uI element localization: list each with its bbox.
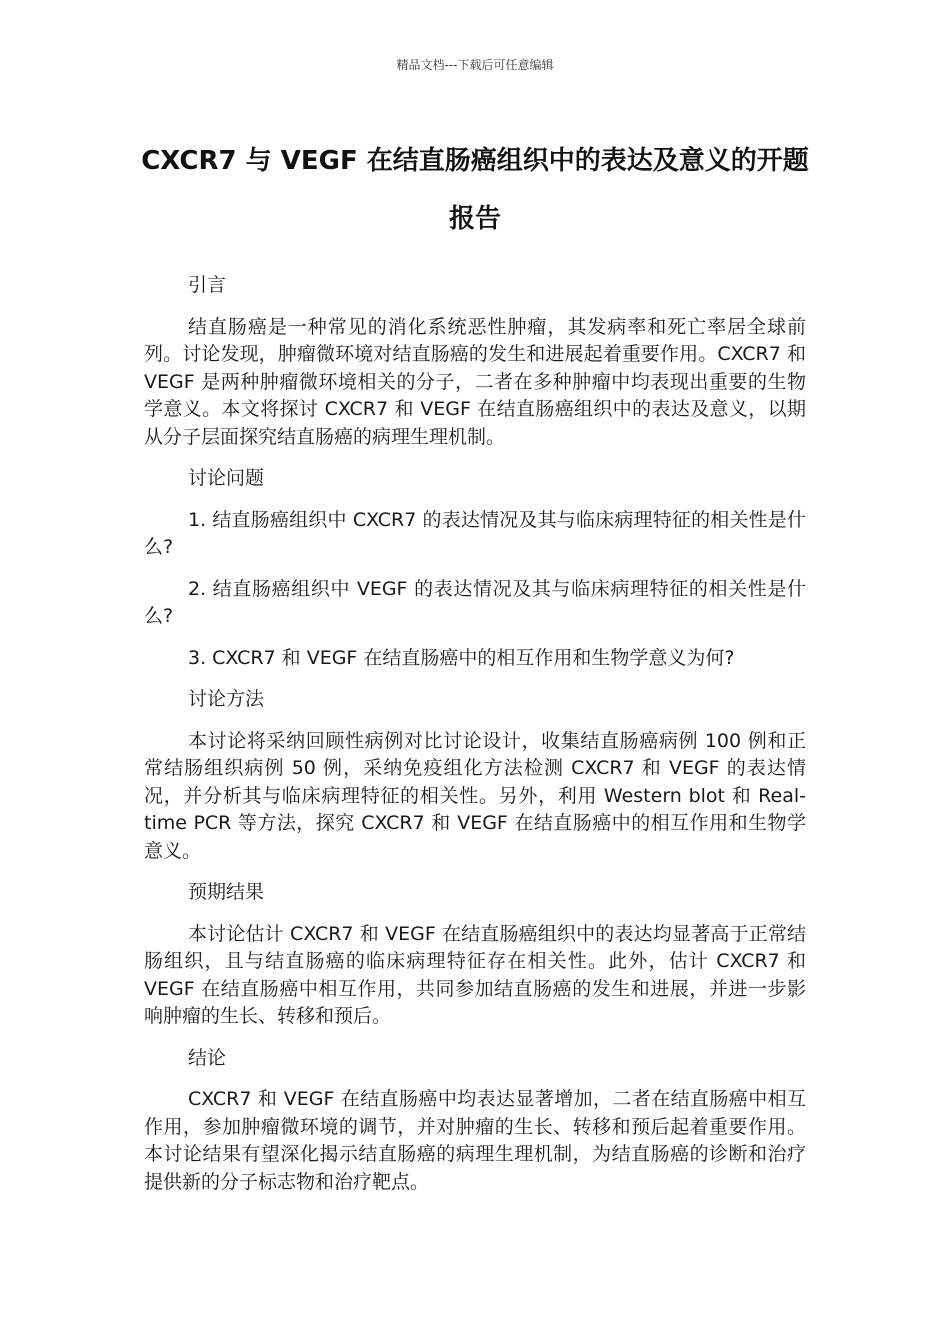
question-1: 1. 结直肠癌组织中 CXCR7 的表达情况及其与临床病理特征的相关性是什么? xyxy=(144,508,806,558)
section-heading-methods: 讨论方法 xyxy=(188,688,265,710)
question-3: 3. CXCR7 和 VEGF 在结直肠癌中的相互作用和生物学意义为何? xyxy=(188,646,735,669)
document-title: CXCR7 与 VEGF 在结直肠癌组织中的表达及意义的开题报告 xyxy=(141,146,809,234)
intro-paragraph: 结直肠癌是一种常见的消化系统恶性肿瘤，其发病率和死亡率居全球前列。讨论发现，肿瘤微环境对结直肠癌的发生和进展起着重要作用。CXCR7 和 VEGF 是两种肿瘤微环境相关的分子，二者在多种肿瘤中均表现出重要的生物学意义。本文将探讨 CXCR7 和 VEGF 在结直肠癌组织中的表达及意义，以期从分子层面探究结直肠癌的病理生理机制。 xyxy=(144,315,806,448)
methods-paragraph: 本讨论将采纳回顾性病例对比讨论设计，收集结直肠癌病例 100 例和正常结肠组织病例 50 例，采纳免疫组化方法检测 CXCR7 和 VEGF 的表达情况，并分析其与临床病理特征的相关性。另外，利用 Western blot 和 Real-time PCR 等方法，探究 CXCR7 和 VEGF 在结直肠癌中的相互作用和生物学意义。 xyxy=(144,729,806,862)
section-heading-results: 预期结果 xyxy=(188,881,265,903)
section-heading-intro: 引言 xyxy=(188,274,227,296)
document-body xyxy=(144,272,806,1210)
section-heading-questions: 讨论问题 xyxy=(188,467,265,489)
conclusion-paragraph: CXCR7 和 VEGF 在结直肠癌中均表达显著增加，二者在结直肠癌中相互作用，参加肿瘤微环境的调节，并对肿瘤的生长、转移和预后起着重要作用。本讨论结果有望深化揭示结直肠癌的病理生理机制，为结直肠癌的诊断和治疗提供新的分子标志物和治疗靶点。 xyxy=(144,1088,806,1193)
section-heading-conclusion: 结论 xyxy=(188,1046,227,1069)
header-note: 精品文档---下载后可任意编辑 xyxy=(396,58,554,72)
question-2: 2. 结直肠癌组织中 VEGF 的表达情况及其与临床病理特征的相关性是什么? xyxy=(144,577,806,627)
results-paragraph: 本讨论估计 CXCR7 和 VEGF 在结直肠癌组织中的表达均显著高于正常结肠组织，且与结直肠癌的临床病理特征存在相关性。此外，估计 CXCR7 和 VEGF 在结直肠癌中相互作用，共同参加结直肠癌的发生和进展，并进一步影响肿瘤的生长、转移和预后。 xyxy=(144,922,806,1027)
